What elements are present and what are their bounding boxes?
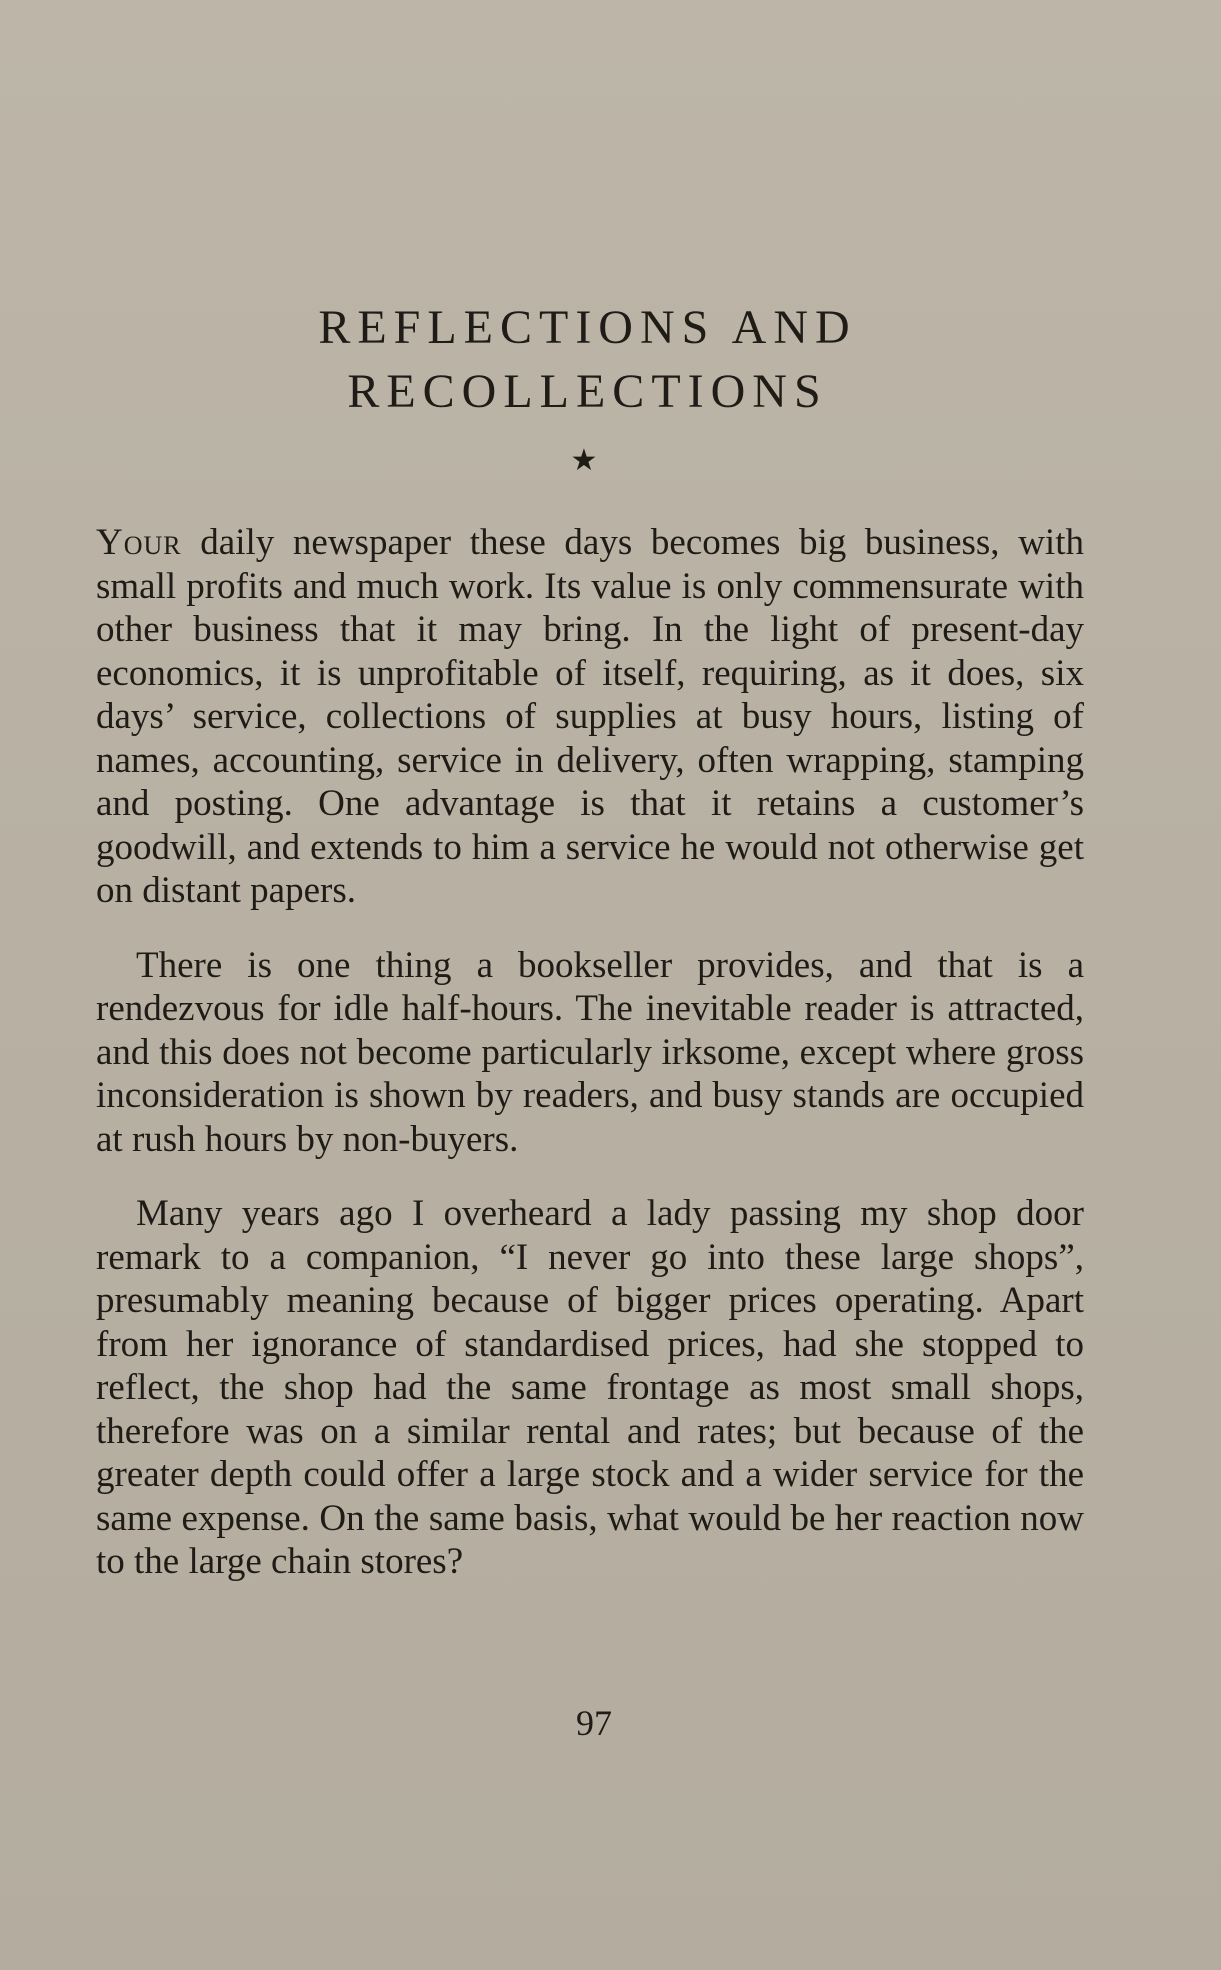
page-number: 97	[576, 1703, 612, 1743]
chapter-title	[0, 296, 1175, 424]
opening-small-caps-word: Your	[96, 522, 182, 563]
star-ornament-icon: ★	[570, 444, 598, 477]
chapter-title-line-1: REFLECTIONS AND	[318, 301, 857, 354]
paragraph-1-text: daily newspaper these days becomes big business, with small profits and much work. Its value is only commensurate with other business that it may bring. In the light of present-day economics, it is unprofitable of itself, requiring, as it does, six days’ service, collections of supplies at busy hours, listing of names, accounting, service in delivery, often wrapping, stamping and posting. One advantage is that it retains a customer’s goodwill, and extends to him a service he would not otherwise get on distant papers.	[96, 522, 1084, 911]
paragraph-3: Many years ago I overheard a lady passing my shop door remark to a companion, “I never go into these large shops”, presumably meaning because of bigger prices operating. Apart from her ignorance of standardised prices, had she stopped to reflect, the shop had the same frontage as most small shops, therefore was on a similar rental and rates; but because of the greater depth could offer a large stock and a wider service for the same expense. On the same basis, what would be her reaction now to the large chain stores?	[96, 1193, 1084, 1582]
paragraph-1	[96, 521, 1084, 913]
body-text	[96, 521, 1084, 1615]
chapter-title-line-2: RECOLLECTIONS	[347, 365, 828, 418]
paragraph-2: There is one thing a bookseller provides, and that is a rendezvous for idle half-hours. The inevitable reader is attracted, and this does not become particularly irksome, except where gross inconsideration is shown by readers, and busy stands are occupied at rush hours by non-buyers.	[96, 944, 1084, 1160]
